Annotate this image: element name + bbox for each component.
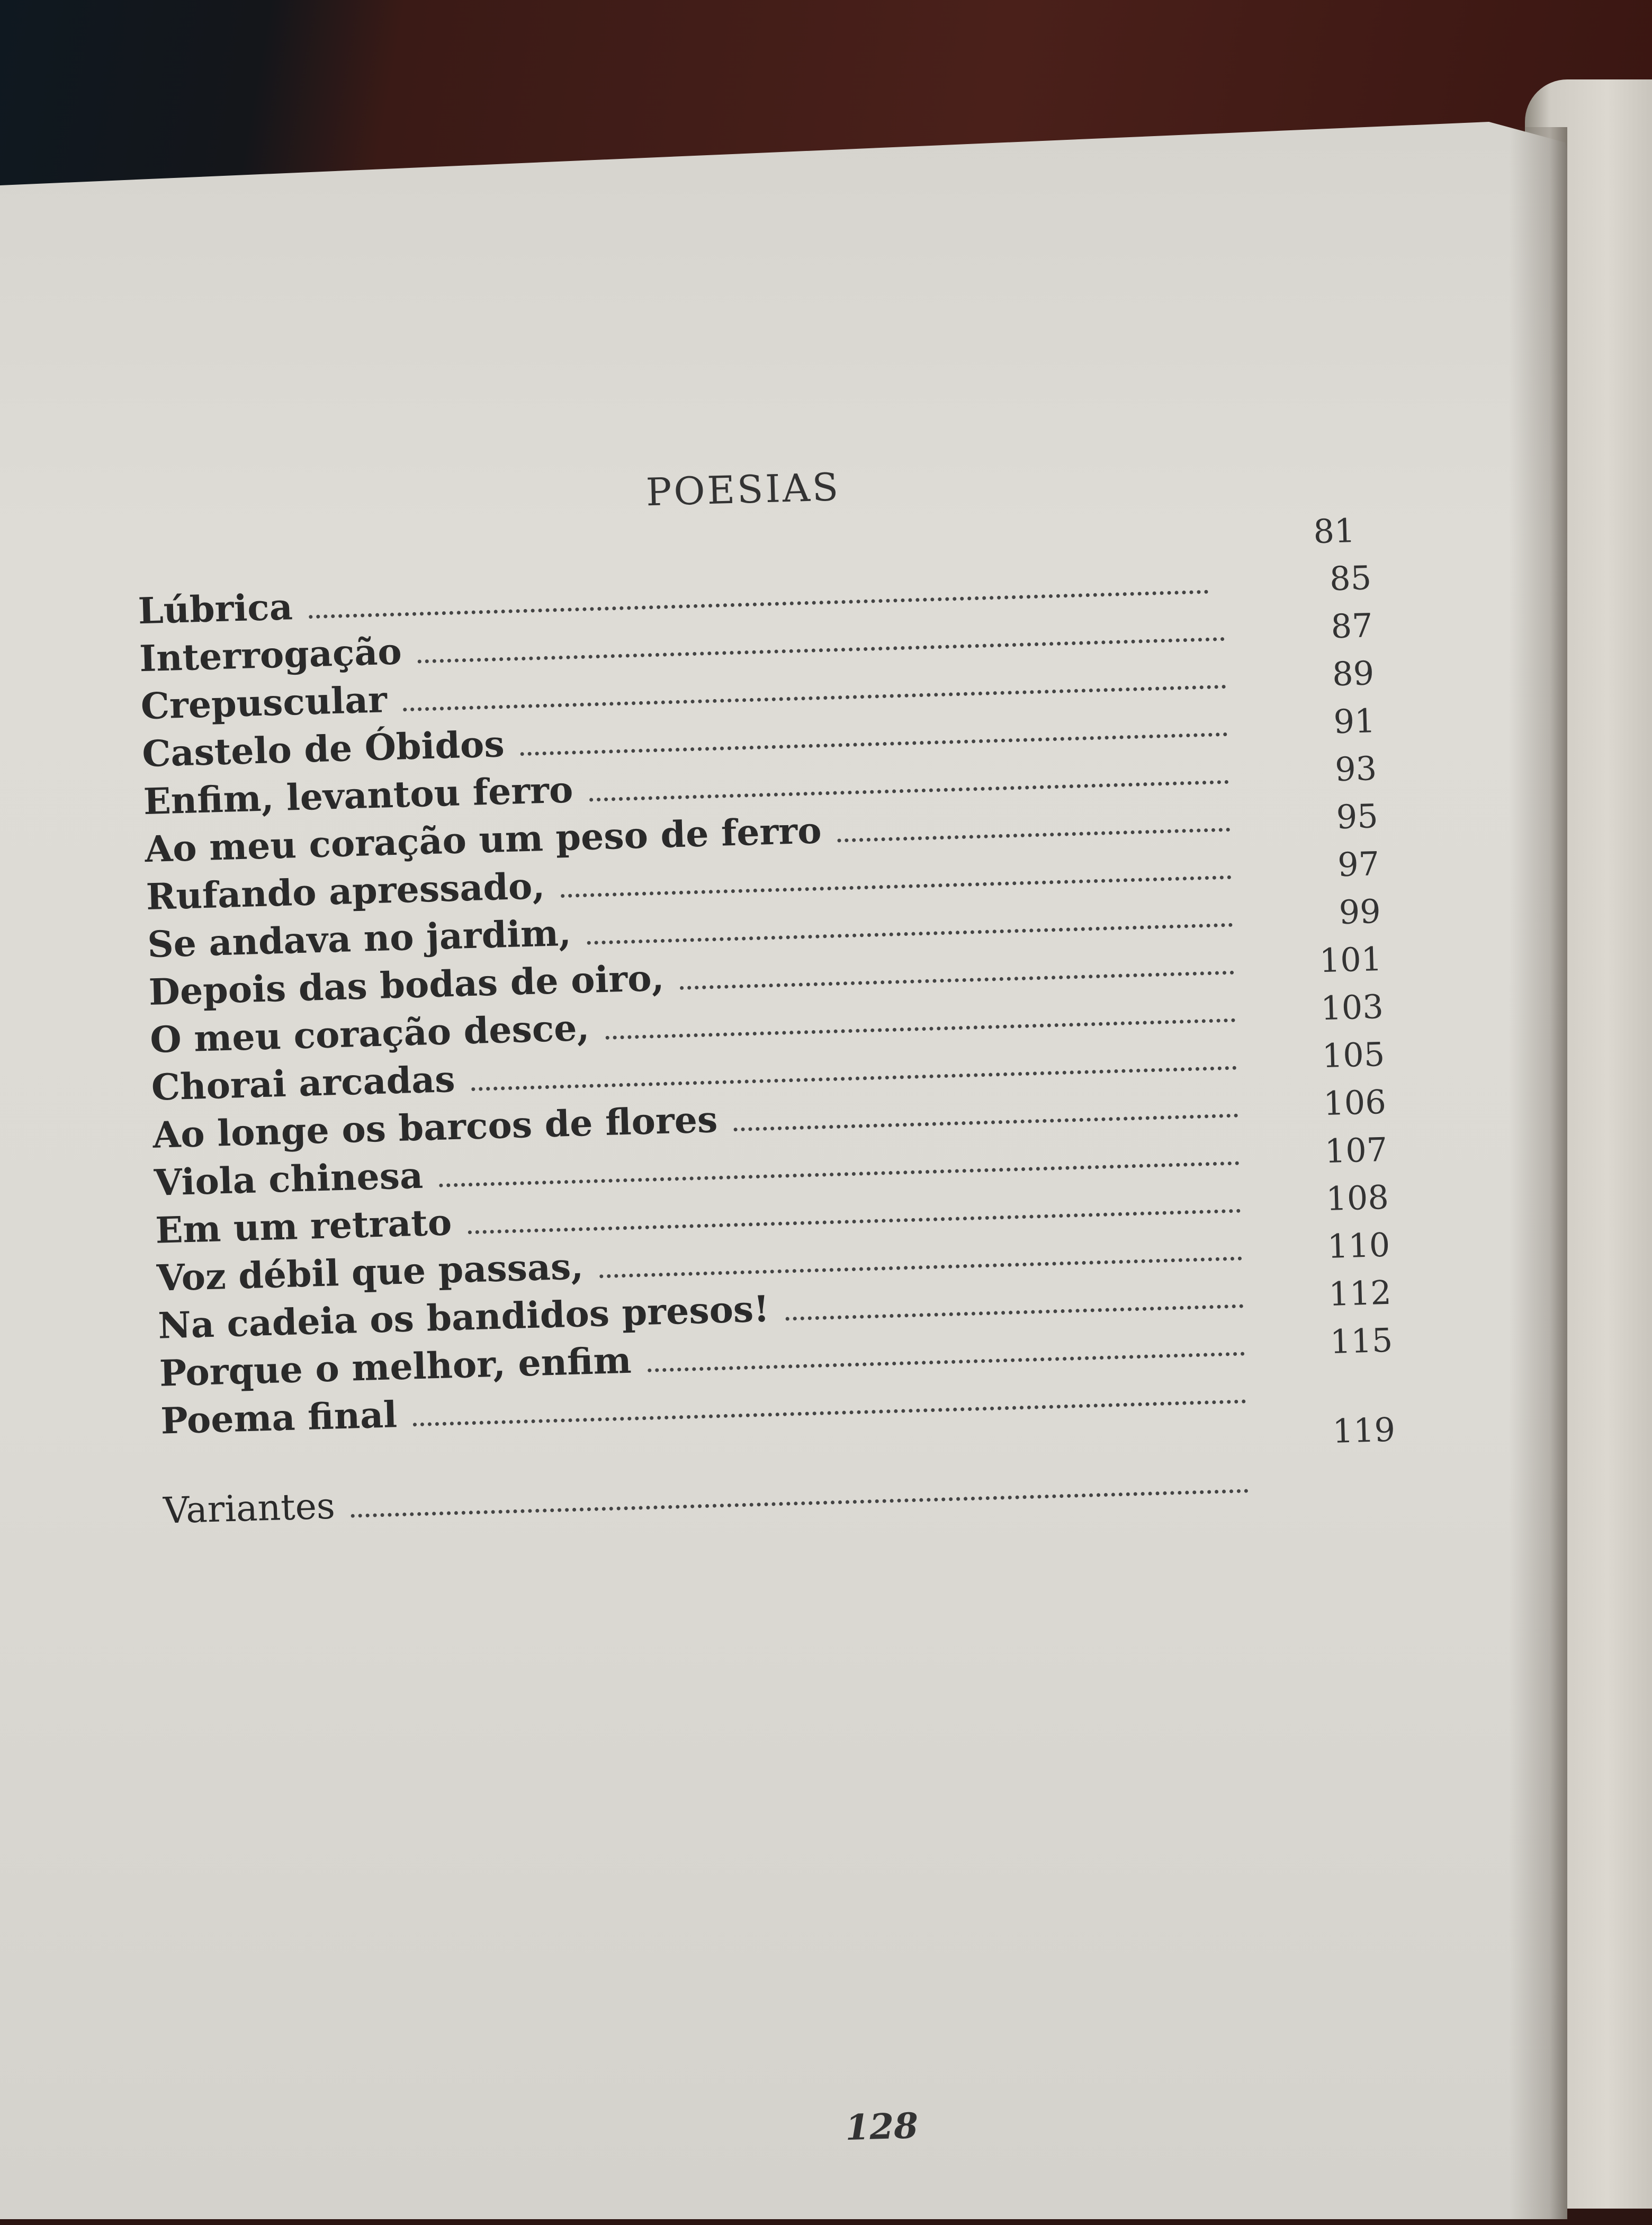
toc-entry-page: 85 — [1329, 558, 1372, 598]
dot-leader — [680, 971, 1234, 990]
toc-entry-title: Variantes — [163, 1485, 336, 1532]
toc-entry-title: Rufando apressado, — [145, 865, 545, 919]
toc-entry-page: 107 — [1324, 1130, 1388, 1171]
toc-entry-title: Se andava no jardim, — [147, 912, 572, 967]
toc-entry-page: 93 — [1334, 749, 1378, 789]
dot-leader — [351, 1489, 1249, 1517]
toc-entry-page: 95 — [1335, 797, 1379, 837]
toc-entry-title: Lúbrica — [137, 586, 293, 633]
toc-entry-page: 105 — [1321, 1034, 1386, 1076]
dot-leader — [785, 1304, 1243, 1320]
toc-entry-title: Voz débil que passas, — [156, 1245, 584, 1300]
toc-entry-page: 108 — [1325, 1177, 1389, 1219]
toc-entry-title: Chorai arcadas — [150, 1058, 456, 1109]
section-title: POESIAS — [645, 464, 841, 515]
toc-entry-page: 101 — [1318, 939, 1383, 980]
dot-leader — [734, 1114, 1238, 1132]
toc-entry-title: Crepuscular — [140, 678, 388, 728]
toc-entry-page: 112 — [1328, 1273, 1392, 1313]
table-of-contents — [137, 511, 1397, 1538]
dot-leader — [838, 828, 1230, 843]
dot-leader — [605, 1018, 1235, 1040]
toc-entry-title: Na cadeia os bandidos presos! — [157, 1288, 770, 1347]
toc-entry-page: 97 — [1337, 844, 1380, 884]
toc-entry-title: Ao meu coração um peso de ferro — [144, 809, 822, 871]
toc-entry-title: Interrogação — [139, 630, 402, 681]
dot-leader — [648, 1352, 1245, 1372]
toc-entry-page: 110 — [1326, 1225, 1391, 1266]
toc-entry-page: 87 — [1330, 606, 1373, 646]
toc-entry-page: 99 — [1338, 891, 1381, 932]
toc-entry-page: 119 — [1332, 1410, 1396, 1451]
toc-entry-title: Ao longe os barcos de flores — [152, 1098, 719, 1157]
dot-leader — [520, 732, 1227, 756]
toc-entry-title: O meu coração desce, — [149, 1006, 590, 1061]
dot-leader — [561, 875, 1232, 898]
toc-entry-title: Poema final — [160, 1393, 398, 1443]
toc-entry-page: 106 — [1323, 1082, 1387, 1123]
toc-entry-title: Viola chinesa — [153, 1154, 424, 1204]
toc-entry-page: 89 — [1332, 654, 1375, 694]
toc-entry-page: 115 — [1329, 1320, 1394, 1361]
toc-entry-page: 91 — [1333, 701, 1376, 741]
toc-entry-title: Depois das bodas de oiro, — [148, 957, 665, 1014]
dot-leader — [413, 1399, 1246, 1426]
toc-entry-page: 81 — [1313, 511, 1356, 551]
dot-leader — [599, 1257, 1242, 1279]
toc-entry-page: 103 — [1320, 987, 1384, 1028]
toc-entry-title: Porque o melhor, enfim — [158, 1339, 632, 1395]
toc-entry-title: Em um retrato — [155, 1201, 453, 1252]
dot-leader — [589, 780, 1229, 802]
page-number: 128 — [845, 2105, 919, 2149]
dot-leader — [587, 923, 1233, 945]
toc-entry-title: Enfim, levantou ferro — [142, 769, 574, 824]
toc-entry-title: Castelo de Óbidos — [141, 723, 505, 776]
